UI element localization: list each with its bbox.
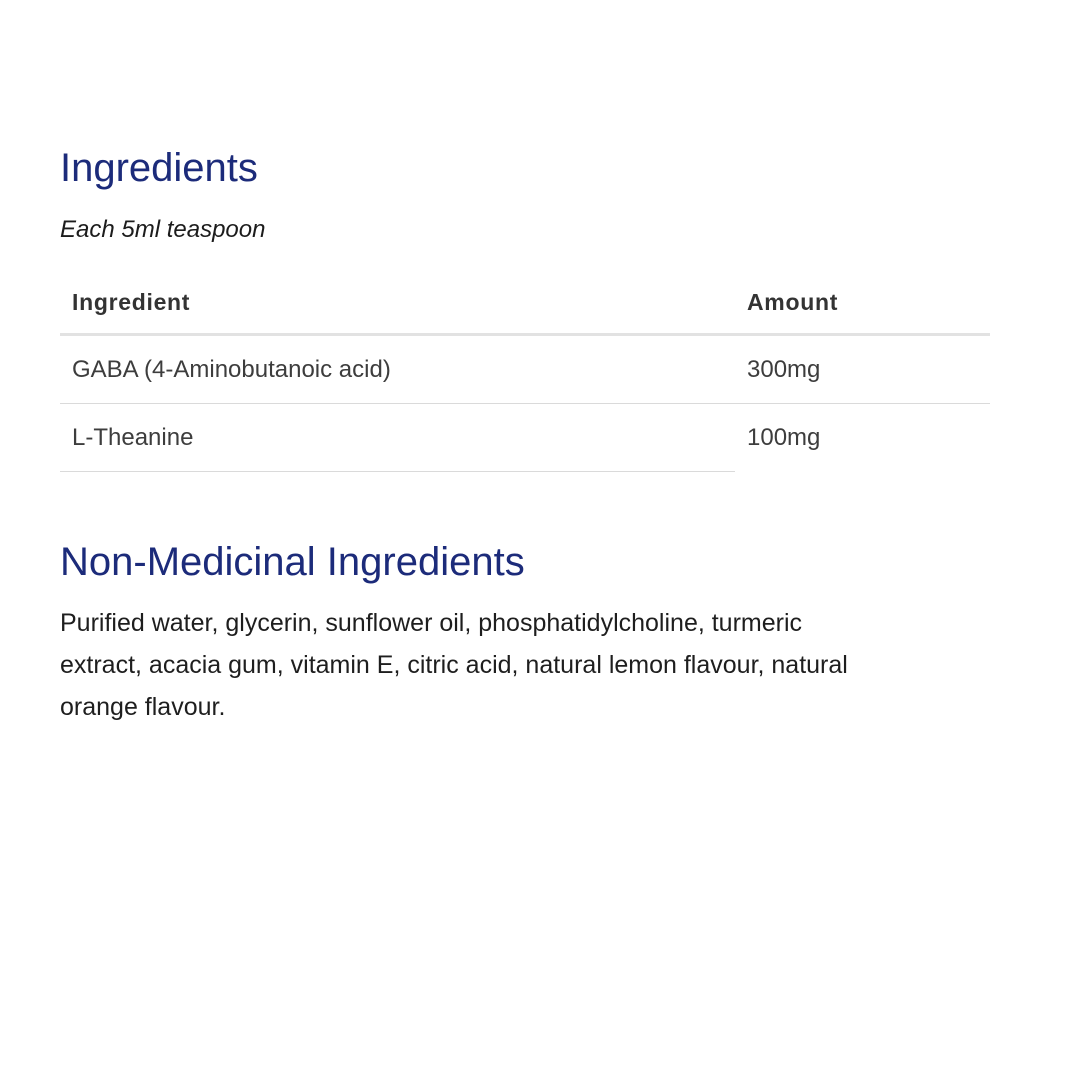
header-row [60,272,990,335]
table-row [60,335,990,404]
non-medicinal-text-line: extract, acacia gum, vitamin E, citric acid, natural lemon flavour, natural [60,651,848,679]
column-header-amount: Amount [735,272,990,335]
ingredients-table [60,272,990,472]
ingredient-amount-cell: 100mg [747,424,821,452]
non-medicinal-title: Non-Medicinal Ingredients [60,540,525,584]
table-row [60,404,990,472]
serving-size-note: Each 5ml teaspoon [60,216,266,243]
non-medicinal-text-line: orange flavour. [60,693,226,721]
ingredient-amount-cell: 300mg [735,335,990,404]
ingredients-table-header [60,272,990,335]
non-medicinal-text-line: Purified water, glycerin, sunflower oil, phosphatidylcholine, turmeric [60,609,803,637]
ingredients-title: Ingredients [60,146,258,190]
ingredient-name-cell: L-Theanine [60,404,735,472]
non-medicinal-text [60,602,990,728]
non-medicinal-section [60,538,990,728]
ingredients-section [60,144,990,472]
column-header-ingredient: Ingredient [60,272,735,335]
ingredient-name-cell: GABA (4-Aminobutanoic acid) [60,335,735,404]
